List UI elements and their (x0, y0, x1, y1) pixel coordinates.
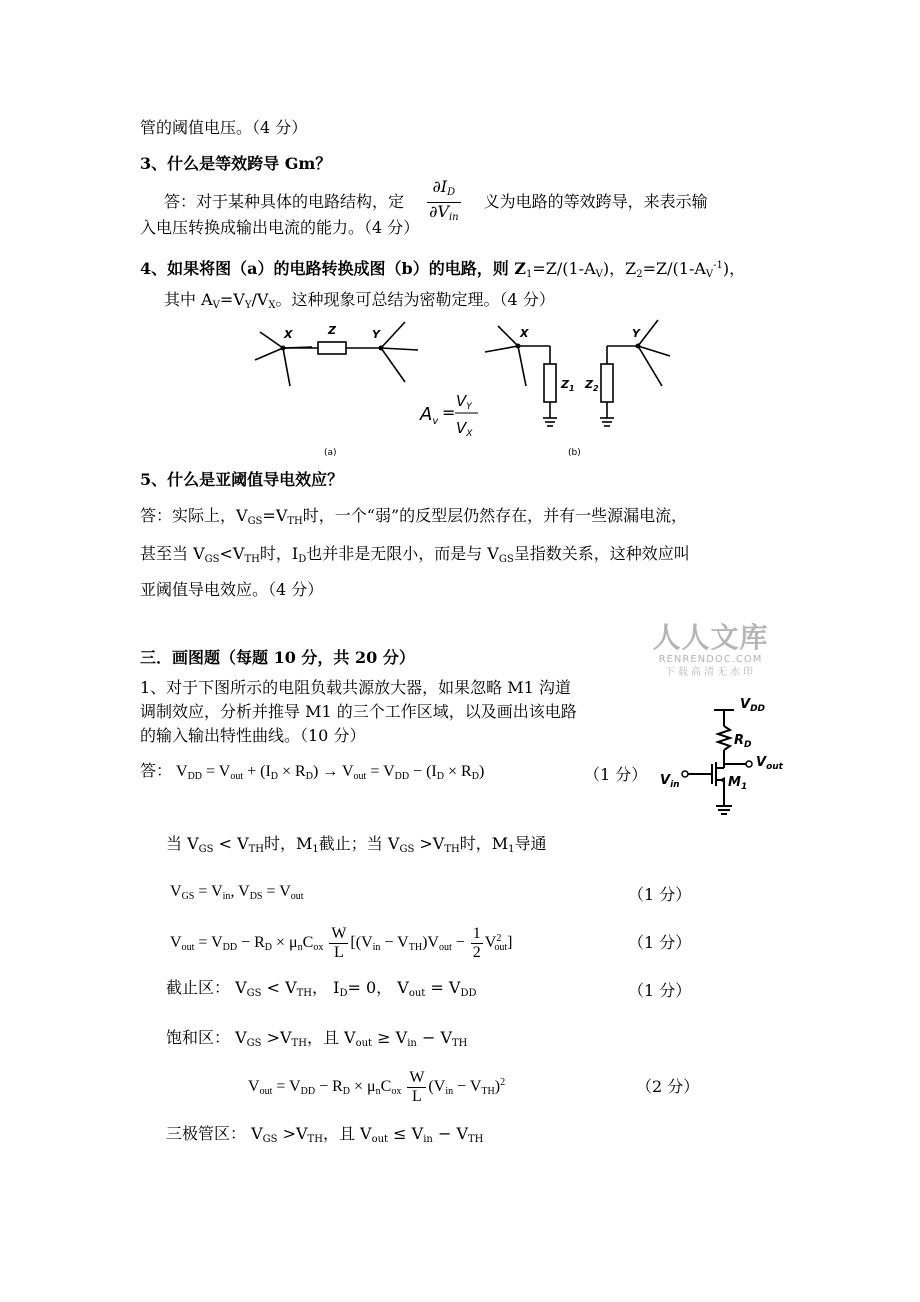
b-impedance-z2 (601, 364, 613, 402)
b-impedance-z1 (544, 364, 556, 402)
q1-line1: 1、对于下图所示的电阻负载共源放大器，如果忽略 M1 沟道 (140, 678, 571, 697)
score-eq2: （1 分） (628, 885, 692, 904)
answer-eq1: 答： $V_{DD} = V_{out} + (I_D \times R_D) \to V_{out} = V_{DD} - (I_D \times R_D)$ (140, 763, 485, 782)
a-label-z: Z (328, 324, 336, 337)
svg-text:VY: $V_Y$ (456, 392, 472, 412)
a-label-x: X (284, 328, 293, 341)
av-formula (419, 392, 478, 439)
q3-title: 3、什么是等效跨导 Gm？ (140, 154, 332, 173)
b-label-z2: $Z_2$ (585, 378, 599, 393)
b-label-y: Y (632, 327, 640, 340)
a-y-branch-2 (381, 348, 418, 350)
resistor-rd (718, 726, 730, 750)
q2-tail-text: 管的阈值电压。（4 分） (140, 118, 308, 137)
answer-triode: 三极管区： $V_{GS} >V_{TH}$，且 $V_{out} \le V_{in} - V_{TH}$ (166, 1124, 484, 1145)
a-x-branch-2 (260, 332, 283, 348)
q3-answer-line1: 答：对于某种具体的电路结构，定 $\frac{\partial I_D}{\partial V_{in}}$ 义为电路的等效跨导，来表示输 (164, 178, 708, 227)
answer-eq2: $V_{GS} = V_{in}$, $V_{DS} = V_{out}$ (170, 883, 304, 902)
a-y-branch-3 (381, 348, 405, 382)
q3-answer-line2: 入电压转换成输出电流的能力。（4 分） (140, 218, 420, 237)
svg-text:VX: $V_X$ (456, 419, 473, 439)
answer-eq3: $V_{out} = V_{DD} - R_D \times \mu_nC_{ox}$ $\frac{W}{L}$ [$(V_{in} - V_{TH})V_{out}$ − $\frac{1}{2}$ $V^2_{out}$] (170, 924, 513, 961)
label-vdd: $V_{DD}$ (740, 697, 766, 714)
a-impedance-z (318, 342, 346, 354)
caption-a: (a) (324, 448, 337, 458)
svg-text:Av: $A_v$ (420, 404, 439, 427)
section3-title: 三．画图题（每题 10 分，共 20 分） (140, 648, 415, 667)
a-x-branch-4 (283, 348, 290, 386)
q4-line1: 4、如果将图（a）的电路转换成图（b）的电路，则 $Z_1=Z/(1-A_V)$，$Z_2=Z/(1-A_V^{-1})$， (140, 259, 746, 280)
score-eq4: （2 分） (636, 1077, 700, 1096)
b-y-branch-1 (638, 320, 658, 346)
b-label-z1: $Z_1$ (561, 378, 575, 393)
caption-b: (b) (568, 448, 581, 458)
q5-answer-line2: 甚至当 $V_{GS}<V_{TH}$时，$I_D$也并非是无限小，而是与 $V_{GS}$呈指数关系，这种效应叫 (140, 544, 690, 565)
label-vin: $V_{in}$ (660, 773, 680, 790)
q5-answer-line3: 亚阈值导电效应。（4 分） (140, 580, 324, 599)
label-vout: $V_{out}$ (756, 755, 783, 772)
label-rd: $R_D$ (734, 733, 752, 750)
q1-line3: 的输入输出特性曲线。（10 分） (140, 726, 366, 745)
q1-line2: 调制效应，分析并推导 M1 的三个工作区域，以及画出该电路 (140, 702, 577, 721)
a-x-branch-3 (255, 348, 283, 360)
score-eq1: （1 分） (584, 765, 648, 784)
answer-eq4: $V_{out} = V_{DD} - R_D \times \mu_nC_{ox}$ $\frac{W}{L}$ $(V_{in} - V_{TH})^2$ (248, 1068, 506, 1105)
answer-cutoff: 截止区： $V_{GS} < V_{TH}$， $I_D= 0$， $V_{out} = V_{DD}$ (166, 978, 477, 999)
q5-answer-line1: 答：实际上，$V_{GS}=V_{TH}$时，一个“弱”的反型层仍然存在，并有一些源漏电流， (140, 506, 688, 527)
miller-theorem-figure (250, 312, 690, 462)
score-cutoff: （1 分） (628, 981, 692, 1000)
svg-text:=: = (442, 403, 456, 422)
b-label-x: X (520, 327, 529, 340)
label-m1: $M_1$ (728, 775, 748, 792)
common-source-amplifier-circuit (652, 690, 798, 825)
answer-condition: 当 $V_{GS} < V_{TH}$时，$M_1$截止；当 $V_{GS} >V_{TH}$时，$M_1$导通 (166, 834, 547, 855)
a-y-branch-1 (381, 322, 405, 348)
renrendoc-watermark: 人人文库 RENRENDOC.COM 下载高清无水印 (652, 621, 769, 678)
partial-derivative-fraction: $\frac{\partial I_D}{\partial V_{in}}$ (429, 177, 459, 223)
a-label-y: Y (372, 328, 380, 341)
b-x-branch-1 (485, 346, 518, 352)
answer-saturation: 饱和区： $V_{GS} >V_{TH}$，且 $V_{out} \ge V_{in} - V_{TH}$ (166, 1028, 468, 1049)
q5-title: 5、什么是亚阈值导电效应？ (140, 470, 344, 489)
score-eq3: （1 分） (628, 933, 692, 952)
b-x-branch-2 (498, 326, 518, 346)
b-x-branch-3 (518, 346, 526, 386)
q4-line2: 其中 $A_V=V_Y/V_X$。这种现象可总结为密勒定理。（4 分） (164, 290, 555, 311)
